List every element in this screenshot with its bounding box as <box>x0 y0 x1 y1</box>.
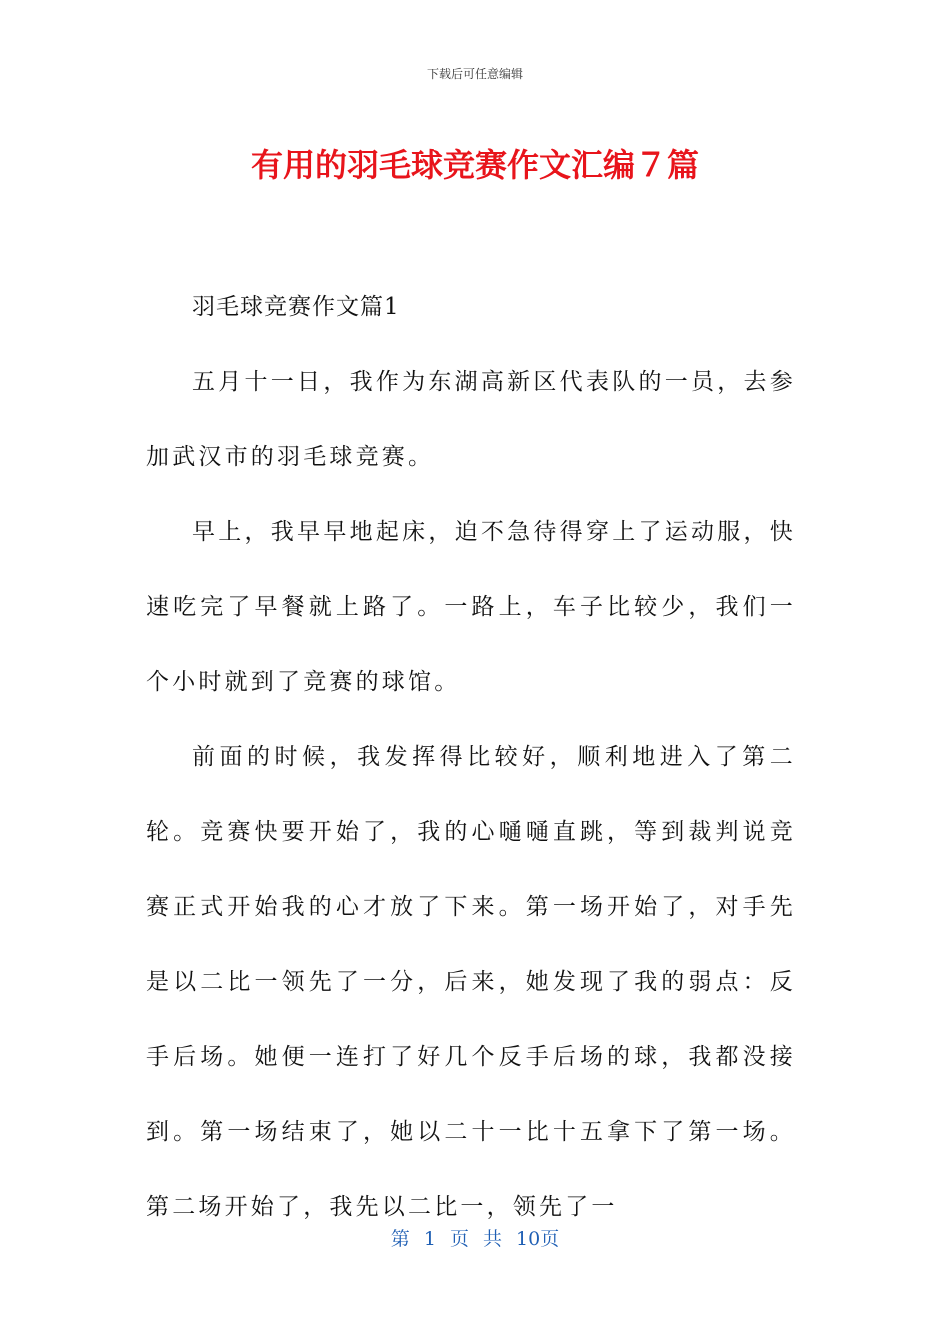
paragraph-1: 五月十一日，我作为东湖高新区代表队的一员，去参加武汉市的羽毛球竞赛。 <box>146 369 796 470</box>
page-header-note: 下载后可任意编辑 <box>426 67 523 81</box>
paragraph-3: 前面的时候，我发挥得比较好，顺利地进入了第二轮。竞赛快要开始了，我的心嗵嗵直跳，等到裁判说竞赛正式开始我的心才放了下来。第一场开始了，对手先是以二比一领先了一分，后来，她发现了我的弱点：反手后场。她便一连打了好几个反手后场的球，我都没接到。第一场结束了，她以二十一比十五拿下了第一场。第二场开始了，我先以二比一，领先了一 <box>146 744 796 1220</box>
page-number: 第 1 页 共 10页 <box>390 1228 560 1250</box>
paragraph-2: 早上，我早早地起床，迫不急待得穿上了运动服，快速吃完了早餐就上路了。一路上，车子比较少，我们一个小时就到了竞赛的球馆。 <box>146 519 796 695</box>
section-heading: 羽毛球竞赛作文篇1 <box>192 294 400 320</box>
document-title: 有用的羽毛球竞赛作文汇编７篇 <box>250 146 699 184</box>
document-body <box>146 270 796 1245</box>
